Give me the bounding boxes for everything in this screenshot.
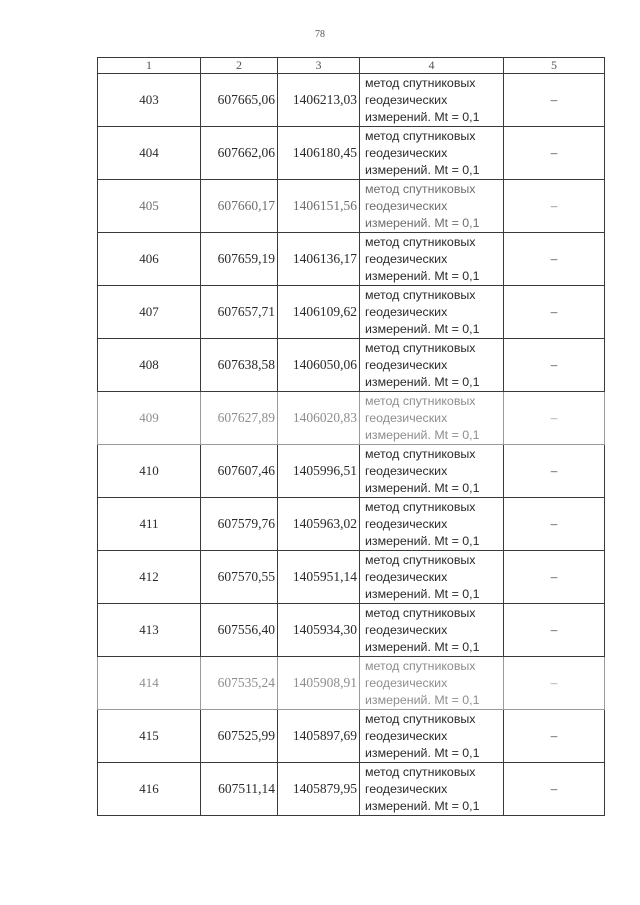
x-coordinate-cell: 607660,17 bbox=[201, 180, 278, 233]
x-coordinate-cell: 607638,58 bbox=[201, 339, 278, 392]
x-coordinate-cell: 607525,99 bbox=[201, 710, 278, 763]
method-text-line: измерений. Mt = 0,1 bbox=[365, 427, 480, 442]
method-text-line: геодезических bbox=[365, 198, 448, 213]
x-coordinate-cell: 607535,24 bbox=[201, 657, 278, 710]
table-row bbox=[98, 498, 605, 551]
method-text-line: геодезических bbox=[365, 410, 448, 425]
method-cell bbox=[360, 445, 504, 498]
note-cell: – bbox=[504, 498, 605, 551]
note-cell: – bbox=[504, 710, 605, 763]
method-text-line: метод спутниковых bbox=[365, 75, 476, 90]
table-row bbox=[98, 127, 605, 180]
page-number: 78 bbox=[315, 29, 325, 40]
y-coordinate-cell: 1406151,56 bbox=[278, 180, 360, 233]
method-cell bbox=[360, 657, 504, 710]
method-text-line: измерений. Mt = 0,1 bbox=[365, 692, 480, 707]
note-cell: – bbox=[504, 127, 605, 180]
point-number-cell: 407 bbox=[98, 286, 201, 339]
x-coordinate-cell: 607627,89 bbox=[201, 392, 278, 445]
method-text-line: измерений. Mt = 0,1 bbox=[365, 109, 480, 124]
table-row bbox=[98, 551, 605, 604]
method-text-line: геодезических bbox=[365, 781, 448, 796]
x-coordinate-cell: 607607,46 bbox=[201, 445, 278, 498]
note-cell: – bbox=[504, 339, 605, 392]
method-text-line: измерений. Mt = 0,1 bbox=[365, 374, 480, 389]
column-header: 2 bbox=[201, 58, 278, 74]
method-text-line: измерений. Mt = 0,1 bbox=[365, 321, 480, 336]
x-coordinate-cell: 607556,40 bbox=[201, 604, 278, 657]
method-text-line: метод спутниковых bbox=[365, 764, 476, 779]
x-coordinate-cell: 607570,55 bbox=[201, 551, 278, 604]
x-coordinate-cell: 607659,19 bbox=[201, 233, 278, 286]
y-coordinate-cell: 1405963,02 bbox=[278, 498, 360, 551]
method-text-line: метод спутниковых bbox=[365, 499, 476, 514]
method-cell bbox=[360, 710, 504, 763]
point-number-cell: 416 bbox=[98, 763, 201, 816]
point-number-cell: 404 bbox=[98, 127, 201, 180]
table-row bbox=[98, 286, 605, 339]
note-cell: – bbox=[504, 604, 605, 657]
y-coordinate-cell: 1405879,95 bbox=[278, 763, 360, 816]
point-number-cell: 406 bbox=[98, 233, 201, 286]
point-number-cell: 414 bbox=[98, 657, 201, 710]
table-row bbox=[98, 233, 605, 286]
method-text-line: метод спутниковых bbox=[365, 340, 476, 355]
method-text-line: геодезических bbox=[365, 357, 448, 372]
y-coordinate-cell: 1405908,91 bbox=[278, 657, 360, 710]
method-text-line: метод спутниковых bbox=[365, 658, 476, 673]
y-coordinate-cell: 1406213,03 bbox=[278, 74, 360, 127]
method-text-line: измерений. Mt = 0,1 bbox=[365, 162, 480, 177]
method-text-line: геодезических bbox=[365, 251, 448, 266]
method-text-line: геодезических bbox=[365, 728, 448, 743]
method-cell bbox=[360, 180, 504, 233]
y-coordinate-cell: 1406109,62 bbox=[278, 286, 360, 339]
method-cell bbox=[360, 551, 504, 604]
method-text-line: геодезических bbox=[365, 145, 448, 160]
coordinates-table bbox=[97, 57, 605, 816]
y-coordinate-cell: 1406020,83 bbox=[278, 392, 360, 445]
y-coordinate-cell: 1405934,30 bbox=[278, 604, 360, 657]
y-coordinate-cell: 1406050,06 bbox=[278, 339, 360, 392]
method-text-line: измерений. Mt = 0,1 bbox=[365, 533, 480, 548]
column-header: 4 bbox=[360, 58, 504, 74]
point-number-cell: 405 bbox=[98, 180, 201, 233]
method-text-line: метод спутниковых bbox=[365, 181, 476, 196]
point-number-cell: 411 bbox=[98, 498, 201, 551]
method-text-line: метод спутниковых bbox=[365, 393, 476, 408]
note-cell: – bbox=[504, 74, 605, 127]
table-row bbox=[98, 763, 605, 816]
table-row bbox=[98, 339, 605, 392]
table-row bbox=[98, 74, 605, 127]
x-coordinate-cell: 607662,06 bbox=[201, 127, 278, 180]
table-row bbox=[98, 710, 605, 763]
method-cell bbox=[360, 74, 504, 127]
method-text-line: измерений. Mt = 0,1 bbox=[365, 639, 480, 654]
x-coordinate-cell: 607665,06 bbox=[201, 74, 278, 127]
point-number-cell: 415 bbox=[98, 710, 201, 763]
method-text-line: метод спутниковых bbox=[365, 711, 476, 726]
point-number-cell: 409 bbox=[98, 392, 201, 445]
method-text-line: метод спутниковых bbox=[365, 287, 476, 302]
method-text-line: геодезических bbox=[365, 569, 448, 584]
method-text-line: геодезических bbox=[365, 622, 448, 637]
method-text-line: геодезических bbox=[365, 463, 448, 478]
method-text-line: измерений. Mt = 0,1 bbox=[365, 586, 480, 601]
method-text-line: измерений. Mt = 0,1 bbox=[365, 745, 480, 760]
method-text-line: метод спутниковых bbox=[365, 605, 476, 620]
x-coordinate-cell: 607579,76 bbox=[201, 498, 278, 551]
method-cell bbox=[360, 286, 504, 339]
note-cell: – bbox=[504, 445, 605, 498]
method-text-line: геодезических bbox=[365, 92, 448, 107]
method-cell bbox=[360, 604, 504, 657]
method-text-line: измерений. Mt = 0,1 bbox=[365, 798, 480, 813]
method-text-line: геодезических bbox=[365, 304, 448, 319]
table-row bbox=[98, 604, 605, 657]
method-cell bbox=[360, 339, 504, 392]
y-coordinate-cell: 1405897,69 bbox=[278, 710, 360, 763]
method-text-line: метод спутниковых bbox=[365, 446, 476, 461]
method-text-line: метод спутниковых bbox=[365, 234, 476, 249]
method-text-line: измерений. Mt = 0,1 bbox=[365, 268, 480, 283]
point-number-cell: 413 bbox=[98, 604, 201, 657]
note-cell: – bbox=[504, 392, 605, 445]
note-cell: – bbox=[504, 233, 605, 286]
method-text-line: измерений. Mt = 0,1 bbox=[365, 215, 480, 230]
method-cell bbox=[360, 127, 504, 180]
y-coordinate-cell: 1405996,51 bbox=[278, 445, 360, 498]
method-text-line: измерений. Mt = 0,1 bbox=[365, 480, 480, 495]
point-number-cell: 410 bbox=[98, 445, 201, 498]
x-coordinate-cell: 607657,71 bbox=[201, 286, 278, 339]
x-coordinate-cell: 607511,14 bbox=[201, 763, 278, 816]
method-text-line: метод спутниковых bbox=[365, 128, 476, 143]
note-cell: – bbox=[504, 286, 605, 339]
y-coordinate-cell: 1405951,14 bbox=[278, 551, 360, 604]
y-coordinate-cell: 1406180,45 bbox=[278, 127, 360, 180]
note-cell: – bbox=[504, 763, 605, 816]
table-row bbox=[98, 180, 605, 233]
column-header: 1 bbox=[98, 58, 201, 74]
method-text-line: метод спутниковых bbox=[365, 552, 476, 567]
table-row bbox=[98, 445, 605, 498]
column-header: 3 bbox=[278, 58, 360, 74]
y-coordinate-cell: 1406136,17 bbox=[278, 233, 360, 286]
note-cell: – bbox=[504, 551, 605, 604]
point-number-cell: 403 bbox=[98, 74, 201, 127]
method-cell bbox=[360, 498, 504, 551]
method-cell bbox=[360, 763, 504, 816]
table-header-row bbox=[98, 58, 605, 74]
method-text-line: геодезических bbox=[365, 675, 448, 690]
note-cell: – bbox=[504, 657, 605, 710]
method-text-line: геодезических bbox=[365, 516, 448, 531]
note-cell: – bbox=[504, 180, 605, 233]
point-number-cell: 408 bbox=[98, 339, 201, 392]
table-row bbox=[98, 392, 605, 445]
method-cell bbox=[360, 392, 504, 445]
method-cell bbox=[360, 233, 504, 286]
column-header: 5 bbox=[504, 58, 605, 74]
point-number-cell: 412 bbox=[98, 551, 201, 604]
table-row bbox=[98, 657, 605, 710]
